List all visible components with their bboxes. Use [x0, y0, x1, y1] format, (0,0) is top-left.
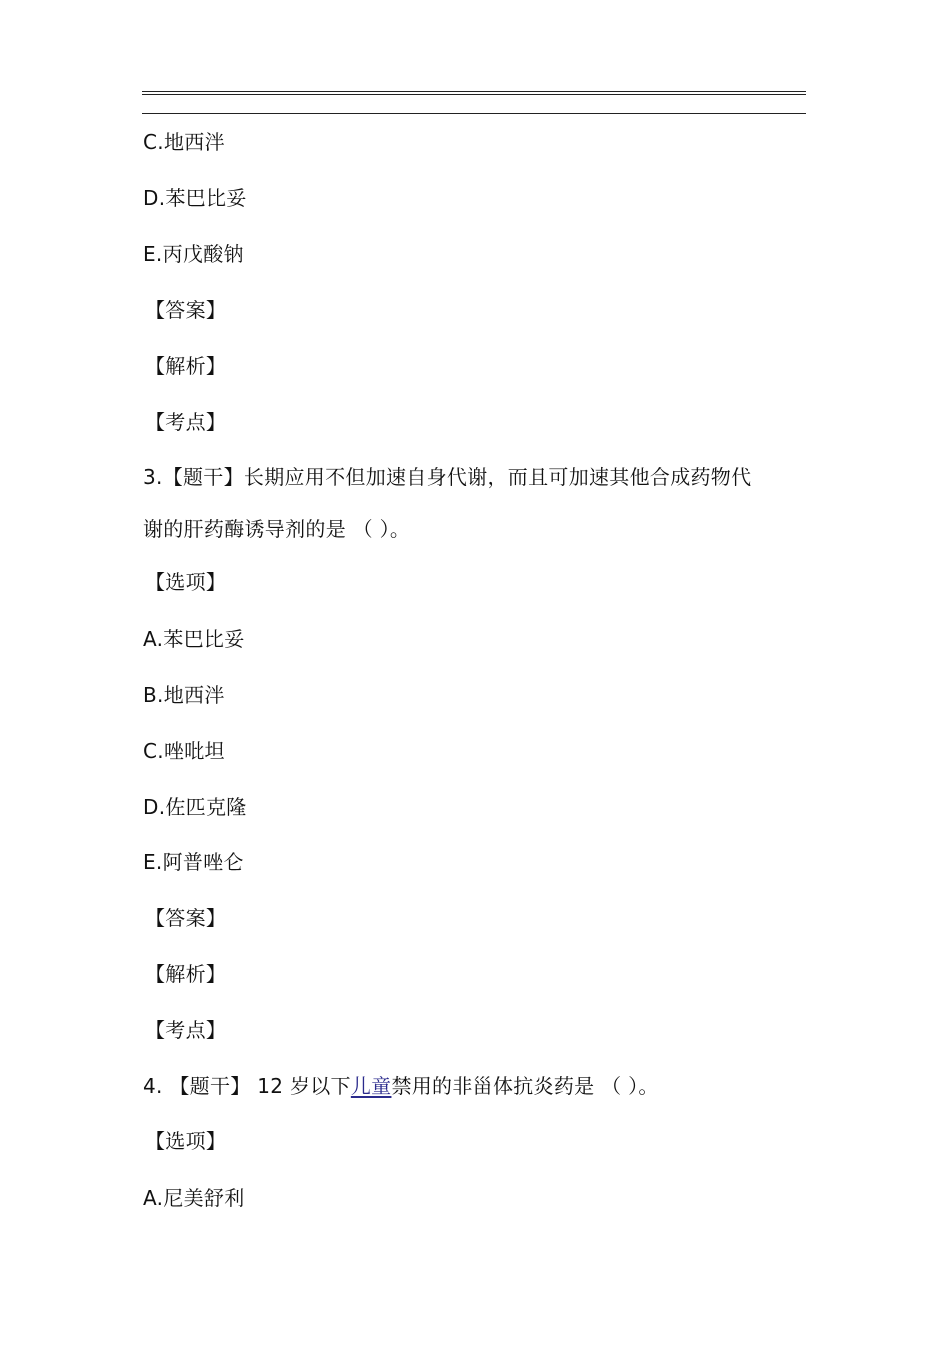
option-d [143, 795, 247, 819]
question-3-stem-cont: 谢的肝药酶诱导剂的是 （ ）。 [143, 517, 411, 541]
option-letter: D. [143, 795, 166, 819]
option-a [143, 1186, 245, 1210]
stem-text: 禁用的非甾体抗炎药是 （ ）。 [391, 1074, 659, 1098]
options-label: 【选项】 [145, 1129, 227, 1153]
option-text: 尼美舒利 [163, 1186, 245, 1210]
option-letter: E. [143, 242, 163, 266]
question-number: 3. [143, 465, 163, 489]
option-letter: D. [143, 186, 166, 210]
header-double-rule [142, 91, 806, 95]
option-text: 佐匹克隆 [165, 795, 247, 819]
option-text: 唑吡坦 [163, 739, 225, 763]
option-letter: E. [143, 850, 163, 874]
option-d [143, 186, 247, 210]
options-label: 【选项】 [145, 570, 227, 594]
stem-tag: 【题干】 [169, 1074, 251, 1098]
stem-tag: 【题干】 [162, 465, 244, 489]
option-text: 丙戊酸钠 [162, 242, 244, 266]
stem-text: 12 岁以下 [257, 1074, 351, 1098]
option-letter: A. [143, 627, 164, 651]
header-rule [142, 113, 806, 114]
option-text: 地西泮 [163, 130, 225, 154]
option-letter: C. [143, 739, 164, 763]
option-text: 苯巴比妥 [163, 627, 245, 651]
question-4-stem [143, 1074, 659, 1098]
answer-label: 【答案】 [145, 906, 227, 930]
option-e [143, 242, 244, 266]
option-e [143, 850, 244, 874]
analysis-label: 【解析】 [145, 962, 227, 986]
option-letter: A. [143, 1186, 164, 1210]
option-c [143, 130, 225, 154]
option-c [143, 739, 225, 763]
option-letter: C. [143, 130, 164, 154]
option-text: 地西泮 [163, 683, 225, 707]
answer-label: 【答案】 [145, 298, 227, 322]
option-a [143, 627, 245, 651]
option-letter: B. [143, 683, 164, 707]
question-3-stem [143, 465, 751, 489]
option-text: 苯巴比妥 [165, 186, 247, 210]
question-number: 4. [143, 1074, 163, 1098]
point-label: 【考点】 [145, 1018, 227, 1042]
option-text: 阿普唑仑 [162, 850, 244, 874]
children-link[interactable]: 儿童 [350, 1074, 392, 1098]
stem-text: 长期应用不但加速自身代谢，而且可加速其他合成药物代 [243, 465, 752, 489]
option-b [143, 683, 225, 707]
analysis-label: 【解析】 [145, 354, 227, 378]
point-label: 【考点】 [145, 410, 227, 434]
